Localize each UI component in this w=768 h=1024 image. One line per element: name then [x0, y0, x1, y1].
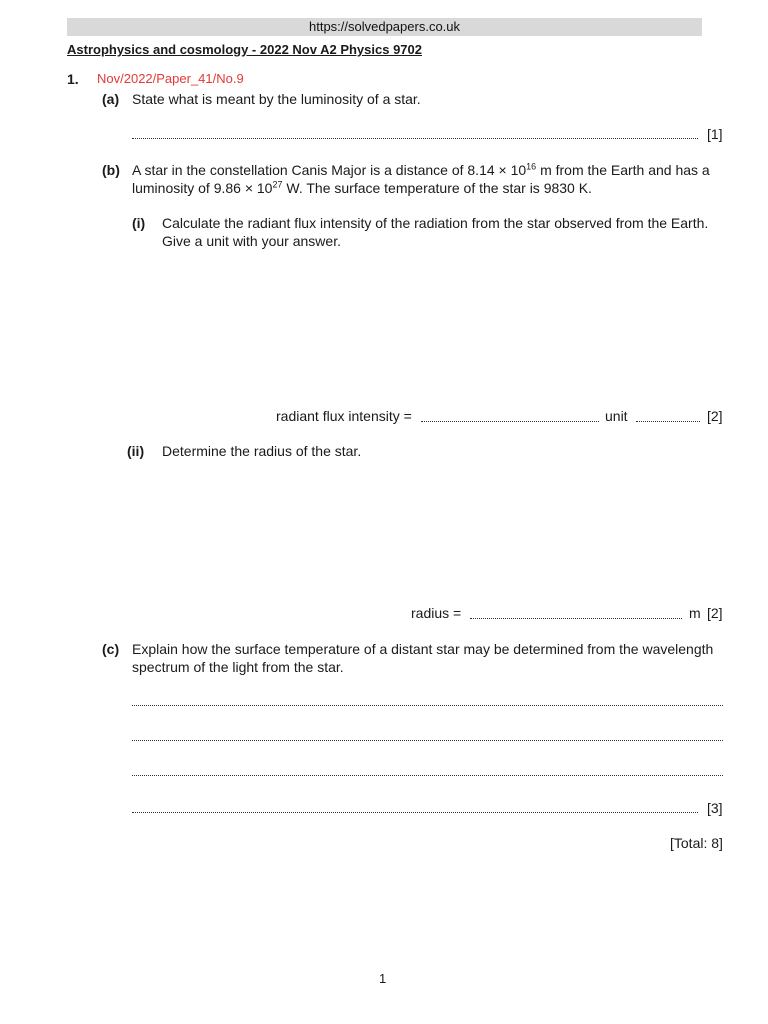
- part-b-i-marks: [2]: [707, 408, 723, 424]
- part-b-ii-label: (ii): [127, 443, 145, 459]
- part-c-answer-line-1: [132, 704, 723, 706]
- part-c-text-line2: spectrum of the light from the star.: [132, 659, 344, 675]
- flux-answer-label: radiant flux intensity =: [276, 408, 412, 424]
- part-a-answer-line: [132, 137, 698, 139]
- radius-answer-line: [470, 617, 682, 619]
- part-b-i-text-line1: Calculate the radiant flux intensity of the radiation from the star observed from the Earth.: [162, 215, 709, 231]
- part-b-text-line1: A star in the constellation Canis Major is a distance of $8.14 \times 10^{16}$ m from the Earth and has a: [132, 161, 710, 178]
- part-c-marks: [3]: [707, 800, 723, 816]
- part-a-text: State what is meant by the luminosity of a star.: [132, 91, 421, 107]
- part-b-i-text-line2: Give a unit with your answer.: [162, 233, 341, 249]
- part-b-label: (b): [102, 162, 120, 178]
- part-c-answer-line-3: [132, 774, 723, 776]
- flux-unit-label: unit: [605, 408, 628, 424]
- source-url: https://solvedpapers.co.uk: [308, 19, 461, 34]
- part-c-text-line1: Explain how the surface temperature of a distant star may be determined from the wavelength: [132, 641, 714, 657]
- part-b-i-label: (i): [132, 215, 146, 231]
- part-c-label: (c): [102, 641, 120, 657]
- page-title: Astrophysics and cosmology - 2022 Nov A2 Physics 9702: [67, 42, 422, 57]
- radius-unit: m: [689, 605, 701, 621]
- flux-answer-line: [421, 420, 599, 422]
- part-c-answer-line-4: [132, 811, 698, 813]
- page-number: 1: [379, 971, 387, 986]
- part-b-ii-text: Determine the radius of the star.: [162, 443, 362, 459]
- part-b-text-line2: luminosity of $9.86 \times 10^{27}$ W. The surface temperature of the star is 9830 K.: [132, 179, 592, 196]
- question-reference: Nov/2022/Paper_41/No.9: [97, 71, 244, 86]
- question-number: 1.: [67, 71, 79, 87]
- source-url-bar: [67, 18, 702, 36]
- part-a-label: (a): [102, 91, 120, 107]
- part-b-ii-marks: [2]: [707, 605, 723, 621]
- total-marks: [Total: 8]: [670, 835, 723, 851]
- part-a-marks: [1]: [707, 126, 723, 142]
- part-c-answer-line-2: [132, 739, 723, 741]
- flux-unit-line: [636, 420, 700, 422]
- radius-answer-label: radius =: [411, 605, 462, 621]
